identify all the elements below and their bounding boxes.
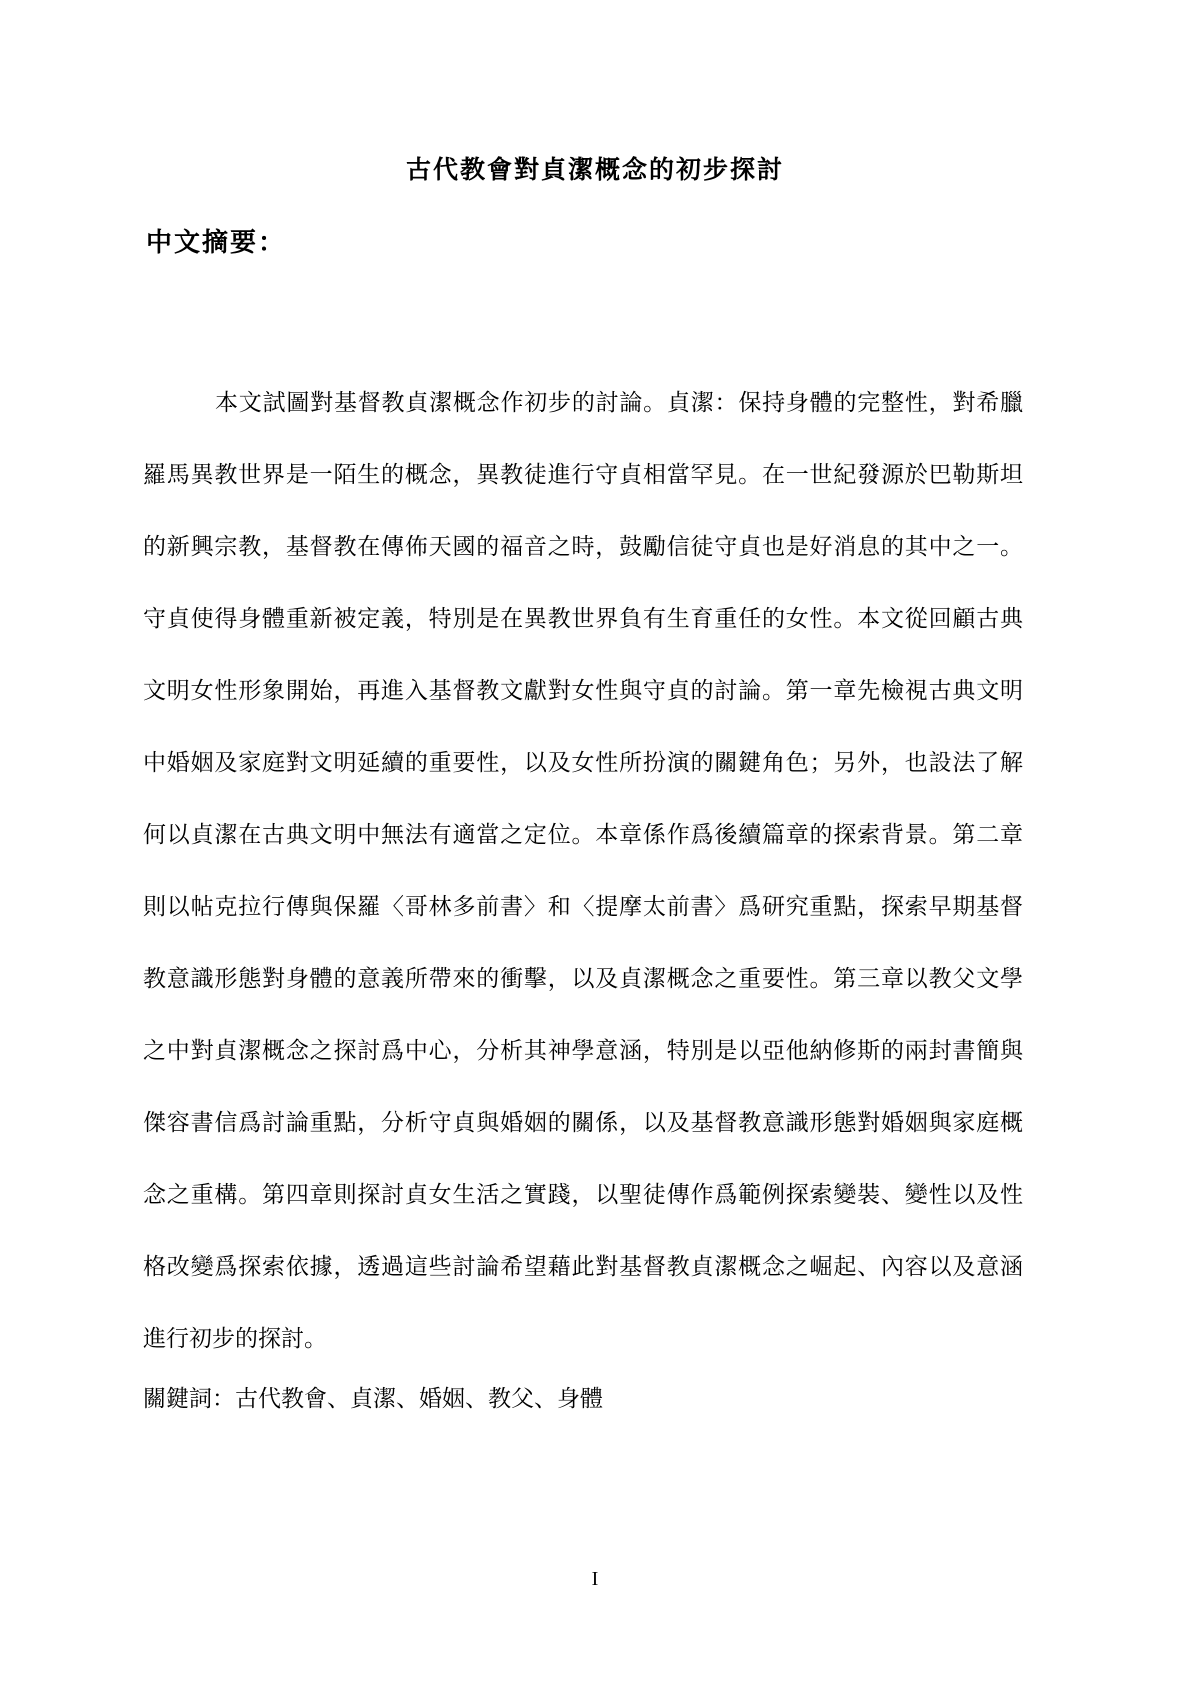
abstract-body	[143, 367, 1023, 1375]
abstract-line: 守貞使得身體重新被定義，特別是在異教世界負有生育重任的女性。本文從回顧古典	[143, 606, 1023, 632]
keywords: 關鍵詞：古代教會、貞潔、婚姻、教父、身體	[143, 1386, 603, 1412]
abstract-line: 傑容書信爲討論重點，分析守貞與婚姻的關係，以及基督教意識形態對婚姻與家庭概	[143, 1110, 1023, 1136]
abstract-line: 格改變爲探索依據，透過這些討論希望藉此對基督教貞潔概念之崛起、內容以及意涵	[143, 1254, 1023, 1280]
abstract-line: 羅馬異教世界是一陌生的概念，異教徒進行守貞相當罕見。在一世紀發源於巴勒斯坦	[143, 462, 1023, 488]
abstract-line: 進行初步的探討。	[143, 1326, 327, 1352]
abstract-line: 的新興宗教，基督教在傳佈天國的福音之時，鼓勵信徒守貞也是好消息的其中之一。	[143, 534, 1023, 560]
abstract-line: 則以帖克拉行傳與保羅〈哥林多前書〉和〈提摩太前書〉爲研究重點，探索早期基督	[143, 894, 1023, 920]
abstract-heading: 中文摘要：	[146, 228, 287, 258]
abstract-line: 念之重構。第四章則探討貞女生活之實踐，以聖徒傳作爲範例探索變裝、變性以及性	[143, 1182, 1023, 1208]
abstract-line: 文明女性形象開始，再進入基督教文獻對女性與守貞的討論。第一章先檢視古典文明	[143, 678, 1023, 704]
abstract-line: 中婚姻及家庭對文明延續的重要性，以及女性所扮演的關鍵角色；另外，也設法了解	[143, 750, 1023, 776]
document-title: 古代教會對貞潔概念的初步探討	[405, 155, 784, 184]
abstract-line: 本文試圖對基督教貞潔概念作初步的討論。貞潔：保持身體的完整性，對希臘	[215, 390, 1023, 416]
abstract-line: 何以貞潔在古典文明中無法有適當之定位。本章係作爲後續篇章的探索背景。第二章	[143, 822, 1023, 848]
abstract-line: 教意識形態對身體的意義所帶來的衝擊，以及貞潔概念之重要性。第三章以教父文學	[143, 966, 1023, 992]
abstract-line: 之中對貞潔概念之探討爲中心，分析其神學意涵，特別是以亞他納修斯的兩封書簡與	[143, 1038, 1023, 1064]
page-number: I	[591, 1568, 599, 1590]
